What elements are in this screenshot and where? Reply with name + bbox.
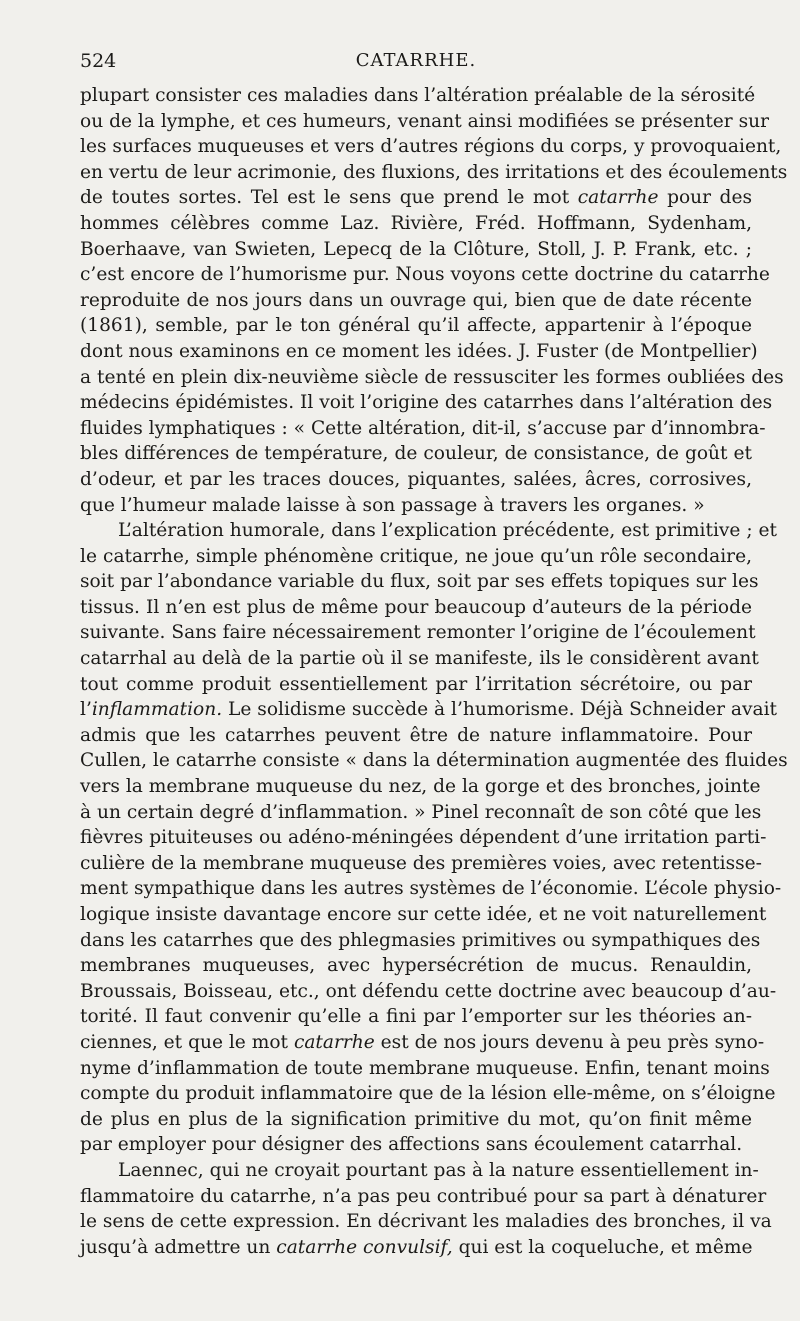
text-line: de toutes sortes. Tel est le sens que prend le mot catarrhe pour des [80,187,753,209]
text-line: Cullen, le catarrhe consiste « dans la détermination augmentée des fluides [80,750,788,772]
text-line: le sens de cette expression. En décrivant les maladies des bronches, il va [80,1211,772,1233]
text-line: d’odeur, et par les traces douces, piquantes, salées, âcres, corrosives, [80,468,752,490]
text-line: ment sympathique dans les autres systèmes de l’économie. L’école physio- [80,878,782,900]
text-line: (1861), semble, par le ton général qu’il affecte, appartenir à l’époque [80,315,752,337]
text-line: soit par l’abondance variable du flux, soit par ses effets topiques sur les [80,571,759,593]
text-line: flammatoire du catarrhe, n’a pas peu contribué pour sa part à dénaturer [80,1185,767,1207]
text-line: torité. Il faut convenir qu’elle a fini par l’emporter sur les théories an- [80,1006,752,1028]
text-line: Broussais, Boisseau, etc., ont défendu cette doctrine avec beaucoup d’au- [80,980,777,1002]
text-line: tout comme produit essentiellement par l’irritation sécrétoire, ou par [80,673,752,695]
page-number: 524 [80,50,117,72]
text-line: logique insiste davantage encore sur cette idée, et ne voit naturellement [80,904,767,925]
text-line: fièvres pituiteuses ou adéno-méningées dépendent d’une irritation parti- [80,827,767,849]
text-line: plupart consister ces maladies dans l’altération préalable de la sérosité [80,85,756,106]
text-line: culière de la membrane muqueuse des premières voies, avec retentisse- [80,852,762,874]
text-line: dont nous examinons en ce moment les idées. J. Fuster (de Montpellier) [80,340,758,362]
text-line: compte du produit inflammatoire que de la lésion elle-même, on s’éloigne [80,1083,776,1105]
running-head [80,46,752,76]
text-line: par employer pour désigner des affections sans écoulement catarrhal. [80,1134,743,1156]
text-line: ciennes, et que le mot catarrhe est de nos jours devenu à peu près syno- [80,1031,765,1053]
text-line: jusqu’à admettre un catarrhe convulsif, qui est la coqueluche, et même [80,1236,753,1258]
text-line: l’inflammation. Le solidisme succède à l’humorisme. Déjà Schneider avait [80,699,778,721]
text-line: admis que les catarrhes peuvent être de nature inflammatoire. Pour [80,724,752,746]
text-line: Boerhaave, van Swieten, Lepecq de la Clôture, Stoll, J. P. Frank, etc. ; [80,238,752,260]
text-line: suivante. Sans faire nécessairement remonter l’origine de l’écoulement [80,622,756,644]
text-line: membranes muqueuses, avec hypersécrétion de mucus. Renauldin, [80,955,752,977]
text-line: que l’humeur malade laisse à son passage à travers les organes. » [80,494,705,516]
body-text [80,83,788,1260]
text-line: L’altération humorale, dans l’explication précédente, est primitive ; et [118,520,777,542]
text-line: fluides lymphatiques : « Cette altération, dit-il, s’accuse par d’innombra- [80,417,766,439]
text-line: catarrhal au delà de la partie où il se manifeste, ils le considèrent avant [80,648,759,670]
text-line: les surfaces muqueuses et vers d’autres régions du corps, y provoquaient, [80,136,782,158]
text-line: c’est encore de l’humorisme pur. Nous voyons cette doctrine du catarrhe [80,264,770,286]
text-line: reproduite de nos jours dans un ouvrage qui, bien que de date récente [80,289,752,311]
text-line: a tenté en plein dix-neuvième siècle de ressusciter les formes oubliées des [80,366,784,388]
book-page [80,46,788,1260]
text-line: ou de la lymphe, et ces humeurs, venant ainsi modifiées se présenter sur [80,110,770,132]
text-line: vers la membrane muqueuse du nez, de la gorge et des bronches, jointe [80,776,761,798]
text-line: en vertu de leur acrimonie, des fluxions, des irritations et des écoulements [80,161,788,183]
text-line: dans les catarrhes que des phlegmasies primitives ou sympathiques des [80,929,761,951]
text-line: tissus. Il n’en est plus de même pour beaucoup d’auteurs de la période [80,596,752,618]
text-line: médecins épidémistes. Il voit l’origine des catarrhes dans l’altération des [80,392,773,414]
text-line: le catarrhe, simple phénomène critique, ne joue qu’un rôle secondaire, [80,545,752,567]
text-line: de plus en plus de la signification primitive du mot, qu’on finit même [80,1108,752,1130]
text-line: à un certain degré d’inflammation. » Pinel reconnaît de son côté que les [80,801,762,823]
text-line: nyme d’inflammation de toute membrane muqueuse. Enfin, tenant moins [80,1057,770,1079]
running-title: CATARRHE. [355,50,477,71]
text-line: bles différences de température, de couleur, de consistance, de goût et [80,443,752,465]
text-line: hommes célèbres comme Laz. Rivière, Fréd. Hoffmann, Sydenham, [80,212,752,234]
text-line: Laennec, qui ne croyait pourtant pas à la nature essentiellement in- [118,1159,759,1181]
